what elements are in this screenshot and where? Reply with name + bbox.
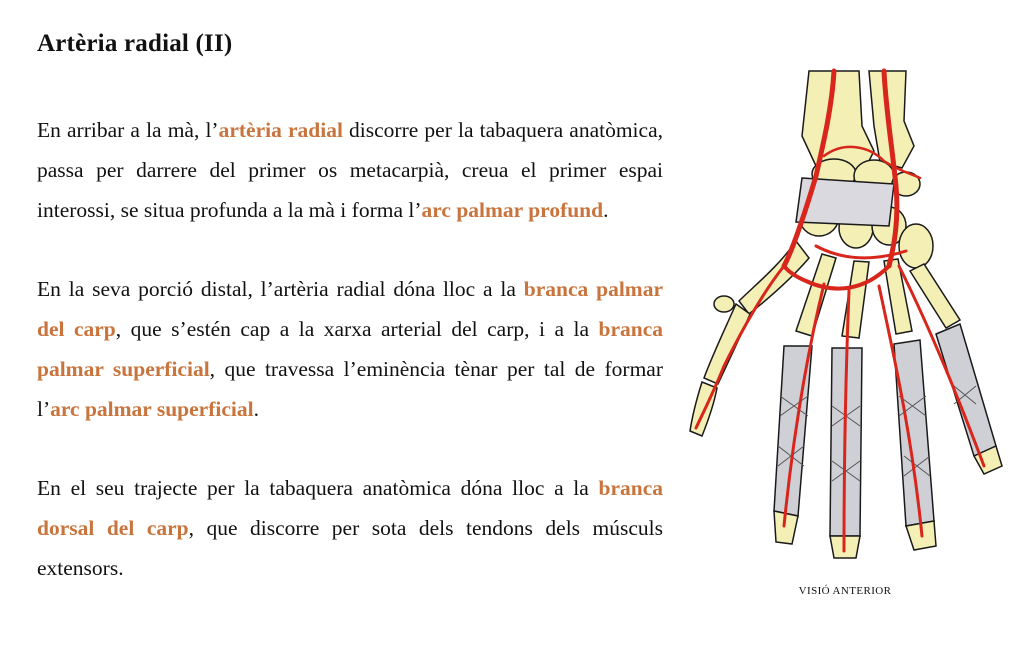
text-segment: , que discorre per sota dels tendons dels músculs extensors. xyxy=(37,516,664,580)
term-arc-palmar-profund: arc palmar profund xyxy=(421,198,604,222)
hand-anatomy-illustration xyxy=(684,66,1014,566)
carpal-bone xyxy=(899,224,933,268)
text-segment: . xyxy=(253,397,259,421)
term-arteria-radial: artèria radial xyxy=(218,118,343,142)
text-segment: discorre per la tabaquera anatòmica, passa per darrere del primer os metacarpià, creua el primer espai interossi, se situa profunda a la mà i forma l’ xyxy=(37,118,663,222)
text-segment: En la seva porció distal, l’artèria radial dóna lloc a la xyxy=(37,277,524,301)
text-segment: En el seu trajecte per la tabaquera anatòmica dóna lloc a la xyxy=(37,476,599,500)
term-arc-palmar-superficial: arc palmar superficial xyxy=(50,397,254,421)
paragraph-1 xyxy=(37,110,663,230)
finger-tips xyxy=(774,446,1002,558)
figure-caption: VISIÓ ANTERIOR xyxy=(798,585,892,597)
metacarpal-5 xyxy=(910,264,960,328)
sesamoid-bone xyxy=(714,296,734,312)
metacarpal-3 xyxy=(842,261,869,338)
radius-bone xyxy=(802,71,874,171)
paragraph-2 xyxy=(37,269,663,429)
superficial-palmar-arch xyxy=(784,266,889,289)
page-title: Artèria radial (II) xyxy=(37,30,233,57)
term-branca-palmar-del-carp: branca palmar del carp xyxy=(37,277,664,341)
sheath-ring xyxy=(894,340,934,526)
sheath-little xyxy=(936,324,996,456)
term-branca-dorsal-del-carp: branca dorsal del carp xyxy=(37,476,663,540)
term-branca-palmar-superficial: branca palmar superficial xyxy=(37,317,663,381)
text-column xyxy=(37,110,663,627)
text-segment: En arribar a la mà, l’ xyxy=(37,118,219,142)
text-segment: . xyxy=(603,198,609,222)
text-segment: , que travessa l’eminència tènar per tal de formar l’ xyxy=(37,357,663,421)
paragraph-3 xyxy=(37,468,663,588)
thumb-proximal xyxy=(704,304,750,384)
thumb-phalanges xyxy=(690,296,750,436)
text-segment: , que s’estén cap a la xarxa arterial del carp, i a la xyxy=(115,317,599,341)
